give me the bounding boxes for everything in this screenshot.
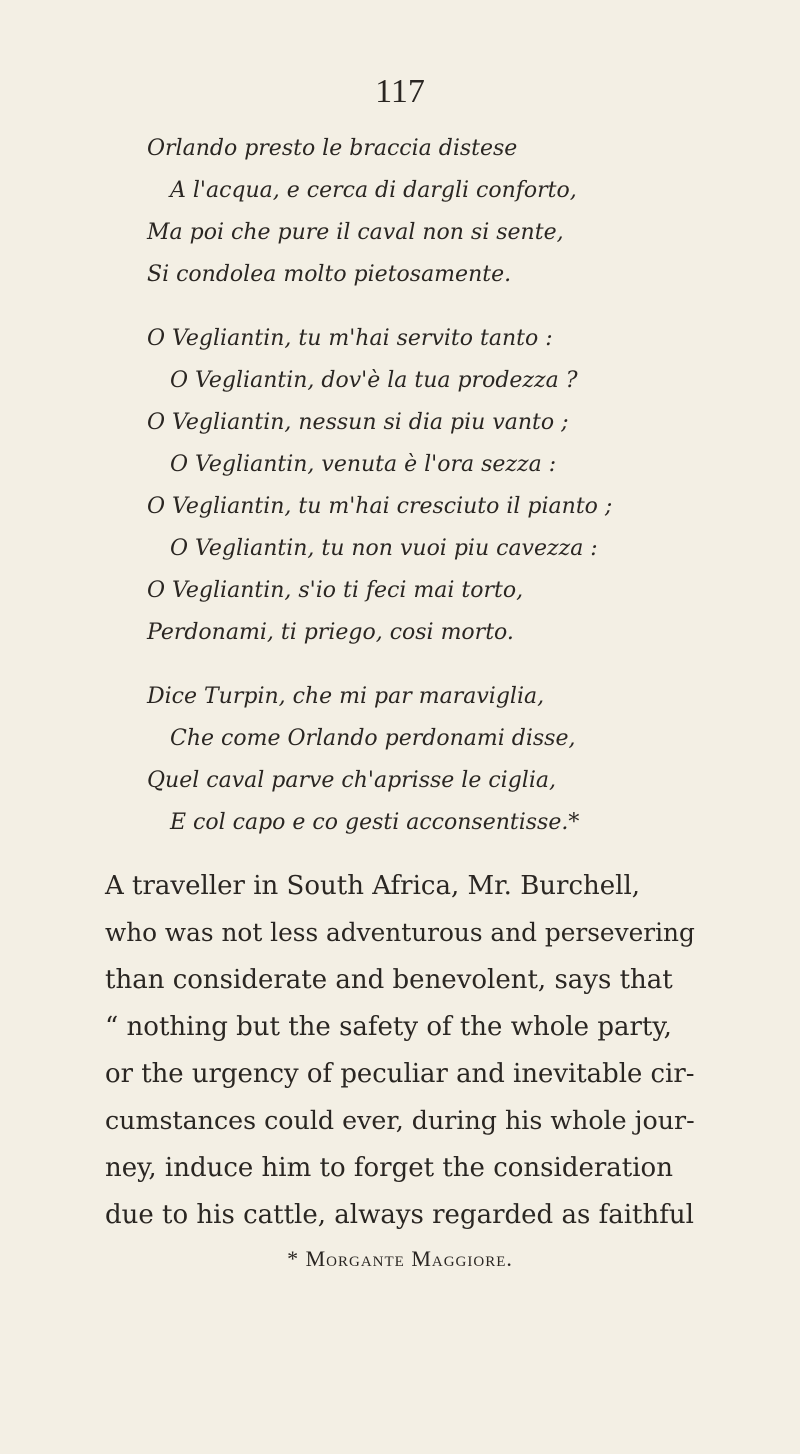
prose-line: cumstances could ever, during his whole jour-: [105, 1106, 695, 1135]
verse-line: Perdonami, ti priego, cosi morto.: [147, 620, 514, 645]
prose-line: ney, induce him to forget the consideration: [105, 1153, 673, 1183]
verse-line: Dice Turpin, che mi par maraviglia,: [147, 684, 545, 709]
verse-line: O Vegliantin, s'io ti feci mai torto,: [147, 578, 524, 603]
prose-line: or the urgency of peculiar and inevitable cir-: [105, 1059, 695, 1089]
verse-line: Orlando presto le braccia distese: [147, 136, 518, 161]
prose-line: “ nothing but the safety of the whole party,: [105, 1012, 672, 1042]
prose-line: than considerate and benevolent, says that: [105, 965, 673, 995]
page-number: 117: [375, 73, 425, 110]
prose-line: who was not less adventurous and persevering: [105, 918, 695, 947]
prose-line: due to his cattle, always regarded as faithful: [105, 1200, 694, 1230]
verse-line: Ma poi che pure il caval non si sente,: [147, 220, 564, 245]
verse-line: O Vegliantin, venuta è l'ora sezza :: [170, 452, 557, 477]
verse-line: E col capo e co gesti acconsentisse.*: [170, 810, 580, 835]
verse-line: O Vegliantin, tu m'hai servito tanto :: [147, 326, 553, 351]
prose-line: A traveller in South Africa, Mr. Burchell,: [105, 871, 641, 901]
verse-line: Si condolea molto pietosamente.: [147, 262, 512, 287]
verse-line: O Vegliantin, nessun si dia piu vanto ;: [147, 410, 569, 435]
verse-line: A l'acqua, e cerca di dargli conforto,: [170, 178, 577, 203]
verse-line: Quel caval parve ch'aprisse le ciglia,: [147, 768, 556, 793]
footnote: * Morgante Maggiore.: [287, 1246, 513, 1271]
verse-line: O Vegliantin, tu non vuoi piu cavezza :: [170, 536, 598, 561]
verse-line: O Vegliantin, dov'è la tua prodezza ?: [170, 368, 578, 393]
verse-line: O Vegliantin, tu m'hai cresciuto il pianto ;: [147, 494, 613, 519]
verse-line: Che come Orlando perdonami disse,: [170, 726, 576, 751]
